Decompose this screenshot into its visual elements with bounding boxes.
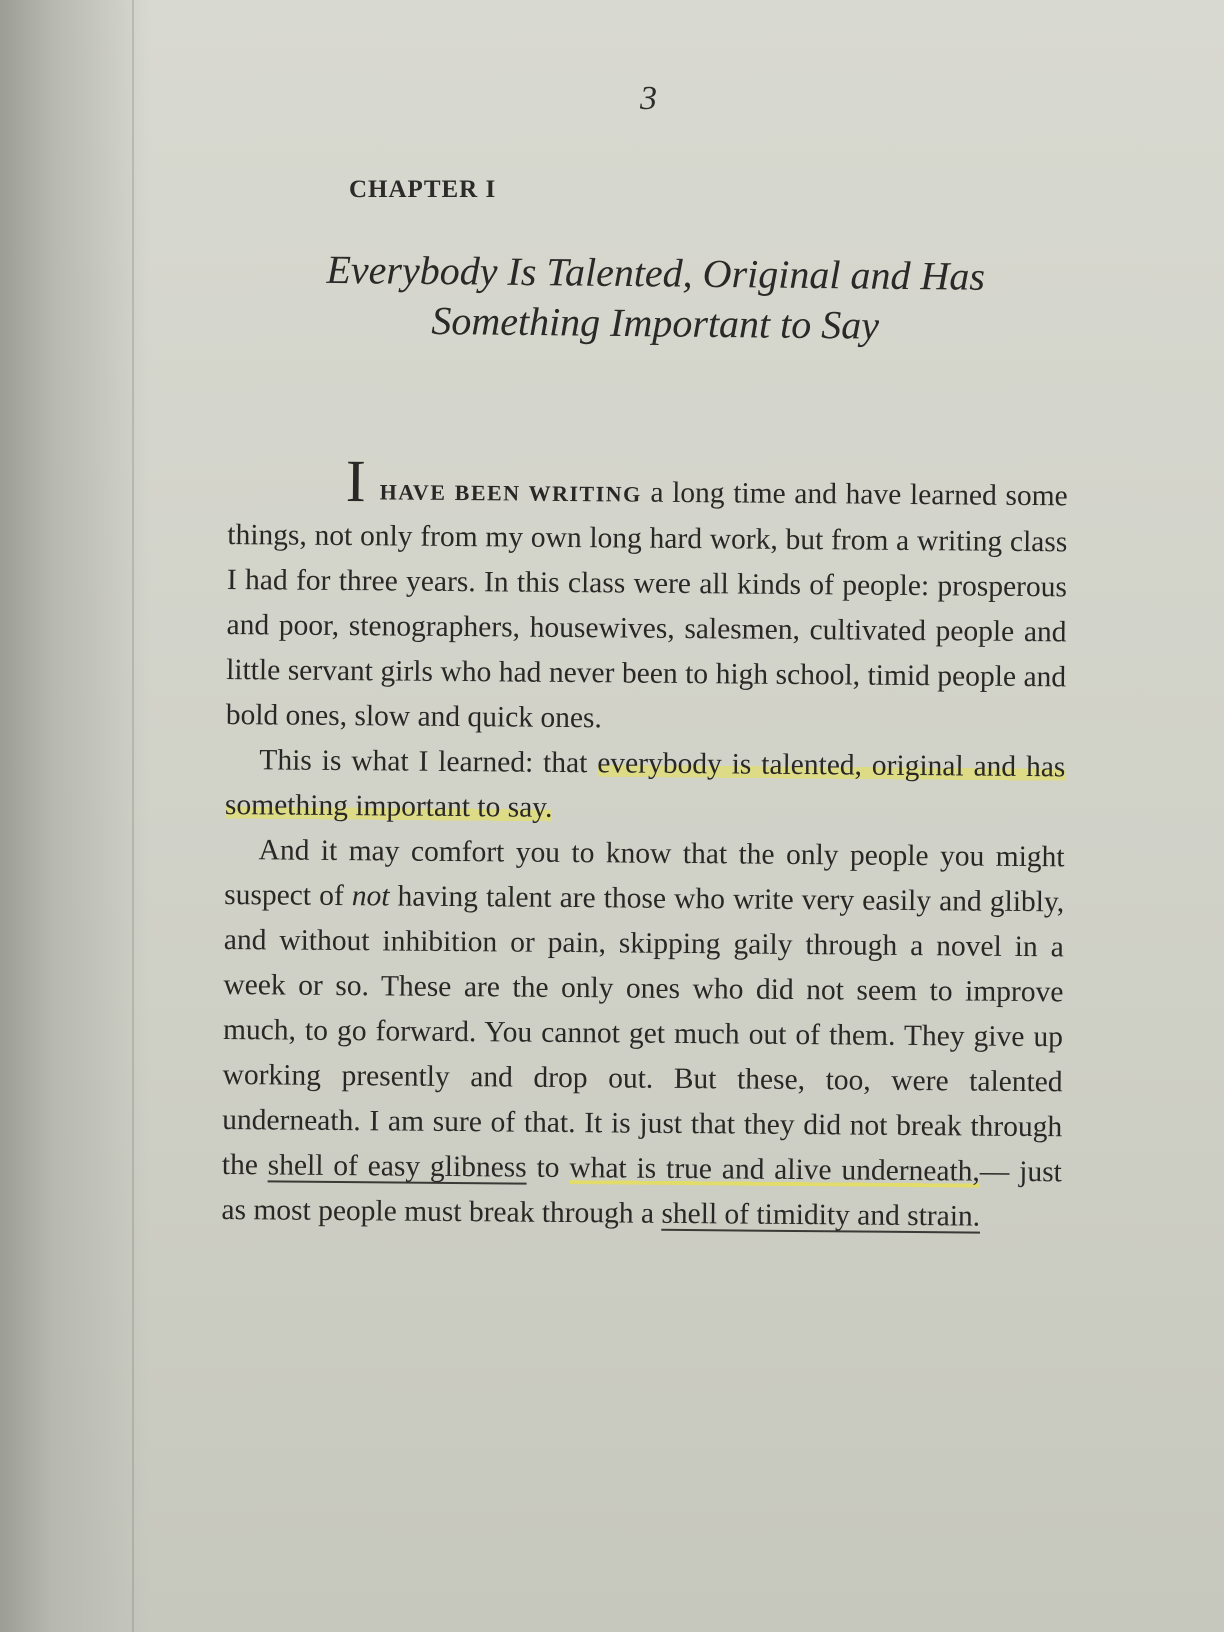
paragraph-2 (225, 738, 1066, 835)
page-edge (132, 0, 134, 1632)
paragraph-3-text-a: And it may comfort you to know that the only people you might suspect of (224, 834, 1065, 913)
body-text (221, 448, 1068, 1240)
highlighted-passage-2: what is true and alive underneath, (569, 1152, 980, 1188)
page-gutter-shadow (0, 0, 150, 1632)
page-number: 3 (640, 80, 657, 117)
drop-cap: I (345, 448, 367, 515)
paragraph-3-text-c: to (526, 1151, 570, 1185)
paragraph-3-text-b: having talent are those who write very easily and glibly, and without inhibition or pain, skipping gaily through a novel in a week or so. These are the only ones who did not seem to improve much, to go forward. You cannot get much out of them. They give up working presently and drop out. But these, too, were talented underneath. I am sure of that. It is just that they did not break through the (221, 880, 1065, 1182)
highlighted-passage: everybody is talented, original and has something important to say. (224, 747, 1066, 824)
underlined-passage-1: shell of easy glibness (267, 1149, 527, 1184)
underlined-passage-2: shell of timidity and strain. (661, 1197, 981, 1233)
paragraph-1-text: a long time and have learned some things, not only from my own long hard work, but from a writing class I had for three years. In this class were all kinds of people: prosperous and poor, stenographers, housewives, salesmen, cultivated people and little servant girls who had never been to high school, timid people and bold ones, slow and quick ones. (225, 476, 1068, 735)
chapter-title-line-1: Everybody Is Talented, Original and Has (326, 246, 986, 299)
emphasis-not: not (351, 880, 390, 913)
chapter-title (239, 244, 1072, 353)
paragraph-1 (225, 448, 1068, 745)
paragraph-2-text: This is what I learned: that (259, 744, 598, 780)
chapter-label: CHAPTER I (349, 176, 497, 203)
small-caps-opening: HAVE BEEN WRITING (379, 479, 642, 507)
chapter-title-line-2: Something Important to Say (431, 298, 880, 348)
paragraph-3-text-d: — just as most people must break through a (221, 1155, 1062, 1230)
paragraph-3 (221, 828, 1065, 1240)
